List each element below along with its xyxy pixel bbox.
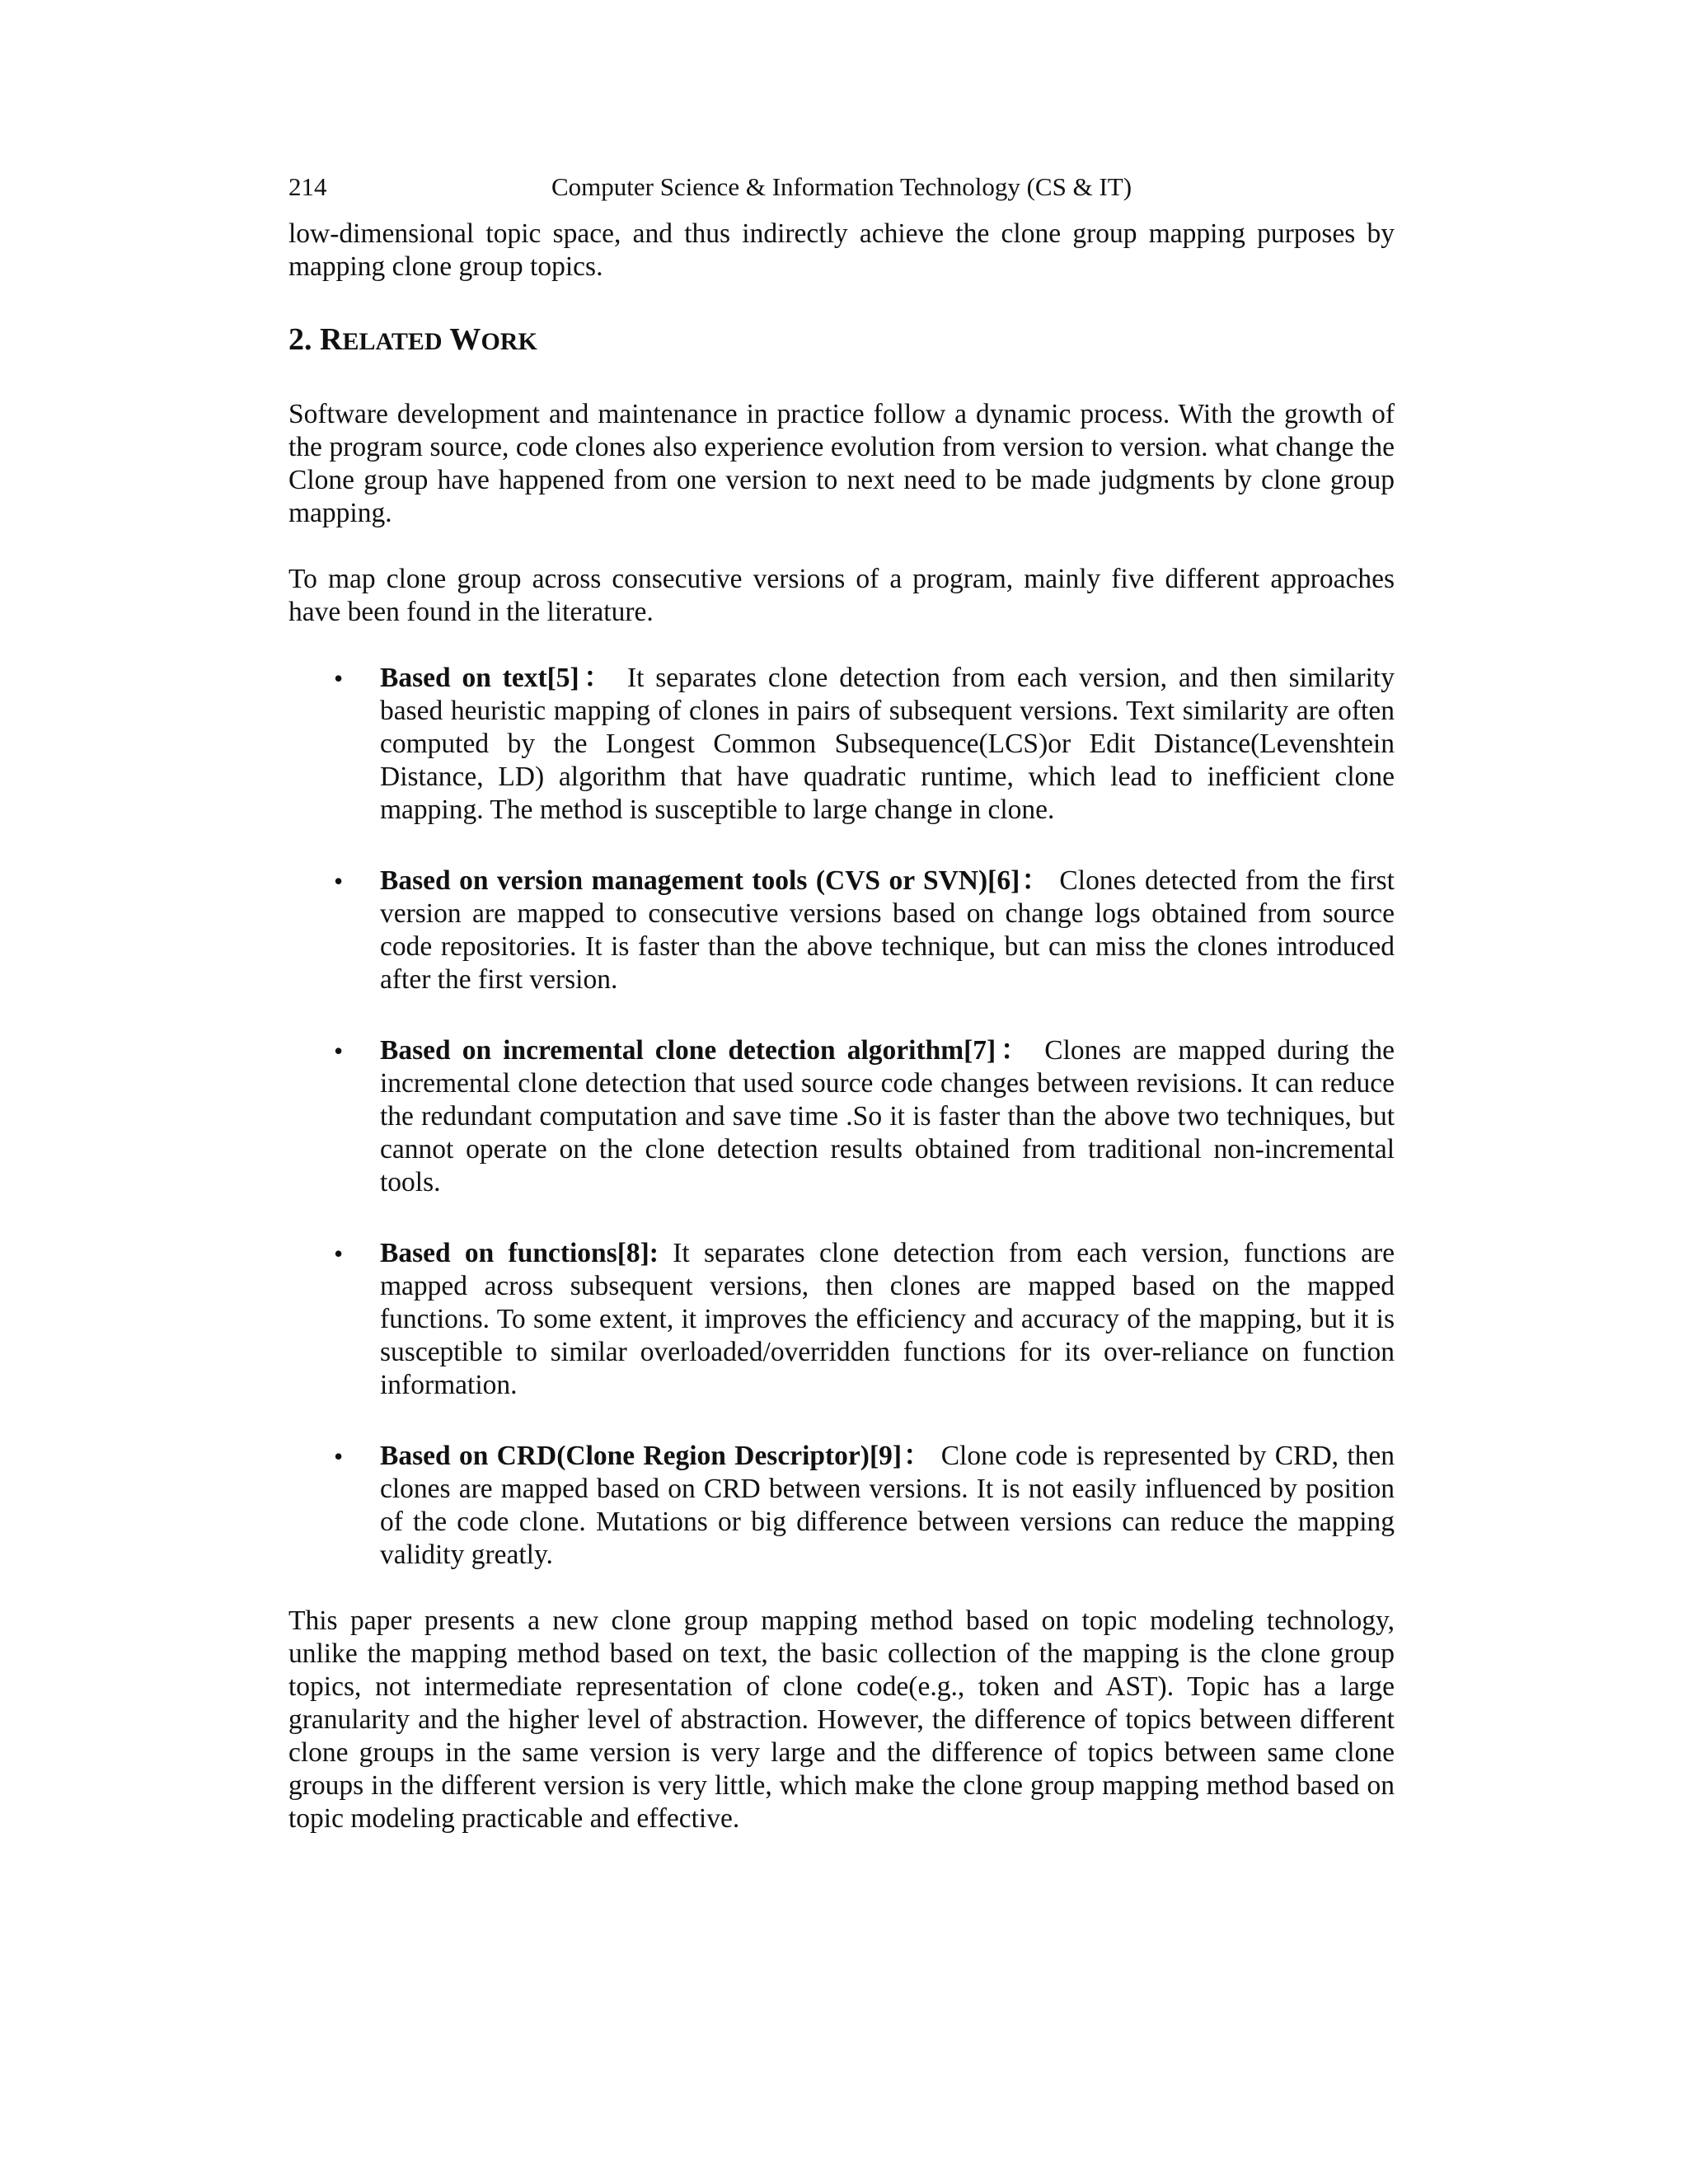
list-item <box>334 662 1395 827</box>
running-header <box>288 169 1395 205</box>
section-title <box>320 322 537 357</box>
bullet-icon: • <box>334 1239 344 1268</box>
approach-title: Based on version management tools (CVS or SVN)[6]： <box>380 865 1051 896</box>
section-heading <box>288 320 1395 362</box>
approach-text: Clone code is represented by CRD, then clones are mapped based on CRD between versions. It is not easily influenced by position of the code clone. Mutations or big difference between versions can reduce the mapping validity greatly. <box>380 1441 1395 1570</box>
bullet-icon: • <box>334 1441 344 1471</box>
bullet-icon: • <box>334 1036 344 1066</box>
section-title-part: W <box>442 322 481 357</box>
list-item <box>334 1034 1395 1199</box>
bullet-icon: • <box>334 866 344 896</box>
bullet-icon: • <box>334 663 344 693</box>
related-work-paragraph: To map clone group across consecutive versions of a program, mainly five different approaches have been found in the literature. <box>288 564 1395 627</box>
approach-text: Clones detected from the first version are mapped to consecutive versions based on change logs obtained from source code repositories. It is faster than the above technique, but can miss the clones introduced after the first version. <box>380 865 1395 995</box>
section-number: 2. <box>288 322 312 357</box>
section-title-part: ORK <box>481 328 537 355</box>
approach-list <box>288 662 1395 1572</box>
approach-text: Clones are mapped during the incremental clone detection that used source code changes between revisions. It can reduce the redundant computation and save time .So it is faster than the above two techniques, but cannot operate on the clone detection results obtained from traditional non-incremental tools. <box>380 1035 1395 1197</box>
related-work-paragraph: Software development and maintenance in practice follow a dynamic process. With the growth of the program source, code clones also experience evolution from version to version. what change the Clone group have happened from one version to next need to be made judgments by clone group mapping. <box>288 399 1395 528</box>
closing-paragraph: This paper presents a new clone group mapping method based on topic modeling technology, unlike the mapping method based on text, the basic collection of the mapping is the clone group topics, not intermediate representation of clone code(e.g., token and AST). Topic has a large granularity and the higher level of abstraction. However, the difference of topics between different clone groups in the same version is very large and the difference of topics between same clone groups in the different version is very little, which make the clone group mapping method based on topic modeling practicable and effective. <box>288 1605 1395 1834</box>
section-title-part: R <box>320 322 343 357</box>
approach-title: Based on functions[8]: <box>380 1238 659 1268</box>
section-title-part: ELATED <box>342 328 443 355</box>
approach-title: Based on text[5]： <box>380 663 617 693</box>
page-number: 214 <box>288 172 327 201</box>
journal-title: Computer Science & Information Technology (CS & IT) <box>551 172 1132 201</box>
list-item <box>334 865 1395 996</box>
list-item <box>334 1440 1395 1572</box>
list-item <box>334 1237 1395 1402</box>
intro-continuation-paragraph: low-dimensional topic space, and thus indirectly achieve the clone group mapping purposes by mapping clone group topics. <box>288 218 1395 282</box>
approach-text: It separates clone detection from each version, functions are mapped across subsequent versions, then clones are mapped based on the mapped functions. To some extent, it improves the efficiency and accuracy of the mapping, but it is susceptible to similar overloaded/overridden functions for its over-reliance on function information. <box>380 1238 1395 1400</box>
body-content <box>288 218 1395 1835</box>
approach-text: It separates clone detection from each version, and then similarity based heuristic mapping of clones in pairs of subsequent versions. Text similarity are often computed by the Longest Common Subsequence(LCS)or Edit Distance(Levenshtein Distance, LD) algorithm that have quadratic runtime, which lead to inefficient clone mapping. The method is susceptible to large change in clone. <box>380 663 1395 825</box>
approach-title: Based on CRD(Clone Region Descriptor)[9]： <box>380 1441 933 1471</box>
approach-title: Based on incremental clone detection algorithm[7]： <box>380 1035 1034 1066</box>
